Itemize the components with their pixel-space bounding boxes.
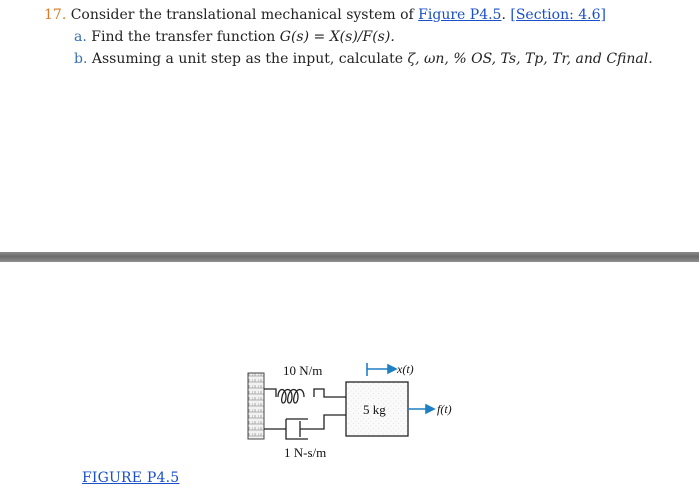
damper [264,415,346,439]
force-arrow [408,405,434,413]
part-b [74,50,653,68]
figure-caption[interactable]: FIGURE P4.5 [82,470,180,486]
part-a [74,28,395,46]
section-divider [0,252,699,262]
part-a-text: Find the transfer function [91,29,276,45]
part-a-label: a. [74,29,87,45]
mass-label: 5 kg [363,402,386,417]
figure-link[interactable]: Figure P4.5 [418,7,502,23]
spring [264,389,346,403]
stem-period: . [501,7,506,23]
damper-label: 1 N-s/m [284,445,327,460]
spring-label: 10 N/m [283,363,323,378]
part-b-label: b. [74,51,88,67]
mechanical-system-figure [240,355,470,470]
problem-stem-text: Consider the translational mechanical system of [70,7,414,23]
displacement-label: x(t) [397,362,414,376]
part-b-text: Assuming a unit step as the input, calculate [91,51,404,67]
fixed-wall [248,373,264,439]
problem-stem [44,6,606,24]
part-a-expression: G(s) = X(s)/F(s). [279,29,395,45]
part-b-symbols: ζ, ωn, % OS, Ts, Tp, Tr, and Cfinal. [407,51,653,67]
force-label: f(t) [437,402,452,416]
section-link[interactable]: [Section: 4.6] [510,7,606,23]
mechanical-system-diagram [240,355,470,470]
problem-number: 17. [44,7,67,23]
displacement-arrow [367,363,396,376]
